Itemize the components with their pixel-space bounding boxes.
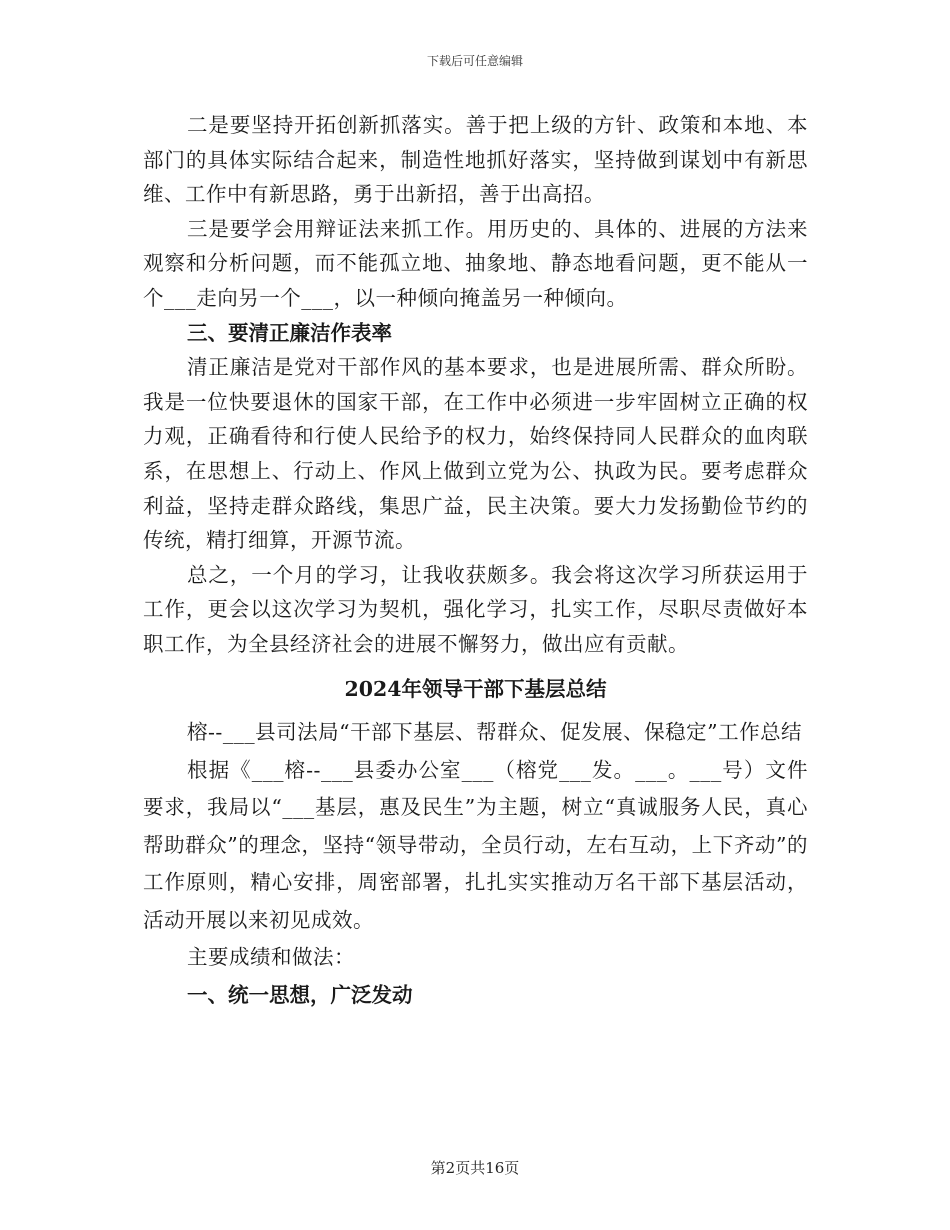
paragraph-subtitle: 榕--___县司法局“干部下基层、帮群众、促发展、保稳定”工作总结 xyxy=(187,720,803,745)
document-title: 2024年领导干部下基层总结 xyxy=(344,676,607,701)
page-footer: 第2页共16页 xyxy=(430,1159,520,1177)
paragraph-innovation: 二是要坚持开拓创新抓落实。善于把上级的方针、政策和本地、本部门的具体实际结合起来，制造性地抓好落实，坚持做到谋划中有新思维、工作中有新思路，勇于出新招，善于出高招。 xyxy=(143,113,808,207)
document-body xyxy=(143,108,808,1014)
paragraph-basis: 根据《___榕--___县委办公室___（榕党___发。___。___号）文件要求，我局以“___基层，惠及民生”为主题，树立“真诚服务人民，真心帮助群众”的理念，坚持“领导带动，全员行动，左右互动，上下齐动”的工作原则，精心安排，周密部署，扎扎实实推动万名干部下基层活动，活动开展以来初见成效。 xyxy=(143,757,808,932)
paragraph-dialectics: 三是要学会用辩证法来抓工作。用历史的、具体的、进展的方法来观察和分析问题，而不能孤立地、抽象地、静态地看问题，更不能从一个___走向另一个___，以一种倾向掩盖另一种倾向。 xyxy=(143,216,808,310)
page-header: 下载后可任意编辑 xyxy=(426,54,523,68)
section-heading-unify: 一、统一思想，广泛发动 xyxy=(187,982,413,1007)
section-heading-integrity: 三、要清正廉洁作表率 xyxy=(187,320,392,345)
paragraph-conclusion: 总之，一个月的学习，让我收获颇多。我会将这次学习所获运用于工作，更会以这次学习为契机，强化学习，扎实工作，尽职尽责做好本职工作，为全县经济社会的进展不懈努力，做出应有贡献。 xyxy=(143,562,808,656)
paragraph-achievements-intro: 主要成绩和做法： xyxy=(187,945,355,970)
paragraph-integrity: 清正廉洁是党对干部作风的基本要求，也是进展所需、群众所盼。我是一位快要退休的国家干部，在工作中必须进一步牢固树立正确的权力观，正确看待和行使人民给予的权力，始终保持同人民群众的血肉联系，在思想上、行动上、作风上做到立党为公、执政为民。要考虑群众利益，坚持走群众路线，集思广益，民主决策。要大力发扬勤俭节约的传统，精打细算，开源节流。 xyxy=(143,355,808,553)
